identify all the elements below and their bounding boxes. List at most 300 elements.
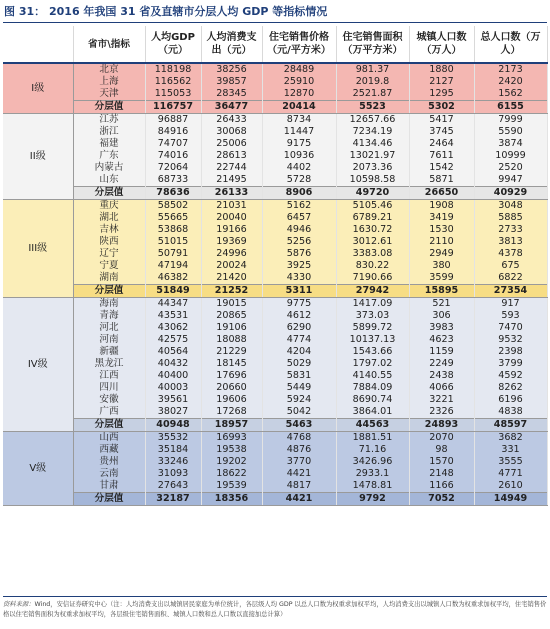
table-row [3, 224, 547, 236]
value-cell: 4623 [409, 334, 474, 346]
value-cell: 19539 [201, 480, 262, 493]
value-cell: 5256 [262, 236, 336, 248]
value-cell: 19166 [201, 224, 262, 236]
value-cell: 4140.55 [336, 370, 409, 382]
summary-value: 32187 [145, 493, 201, 506]
gdp-tier-table [3, 26, 548, 506]
value-cell: 7470 [474, 322, 547, 334]
value-cell: 2521.87 [336, 88, 409, 101]
table-row [3, 174, 547, 187]
value-cell: 4592 [474, 370, 547, 382]
province-cell: 湖北 [73, 212, 145, 224]
value-cell: 1417.09 [336, 298, 409, 311]
table-row [3, 334, 547, 346]
table-row [3, 444, 547, 456]
value-cell: 17696 [201, 370, 262, 382]
table-row [3, 370, 547, 382]
value-cell: 26433 [201, 114, 262, 127]
value-cell: 1630.72 [336, 224, 409, 236]
summary-value: 6155 [474, 101, 547, 114]
value-cell: 2070 [409, 432, 474, 445]
value-cell: 21229 [201, 346, 262, 358]
summary-value: 21252 [201, 285, 262, 298]
value-cell: 20865 [201, 310, 262, 322]
value-cell: 1562 [474, 88, 547, 101]
table-row [3, 456, 547, 468]
table-row [3, 248, 547, 260]
value-cell: 84916 [145, 126, 201, 138]
tier-label-text: III级 [28, 242, 48, 254]
value-cell: 74707 [145, 138, 201, 150]
province-cell: 陕西 [73, 236, 145, 248]
province-cell: 浙江 [73, 126, 145, 138]
value-cell: 3426.96 [336, 456, 409, 468]
value-cell: 2249 [409, 358, 474, 370]
value-cell: 4946 [262, 224, 336, 236]
value-cell: 830.22 [336, 260, 409, 272]
title-rule [3, 22, 547, 23]
value-cell: 3864.01 [336, 406, 409, 419]
table-row [3, 63, 547, 76]
value-cell: 4204 [262, 346, 336, 358]
value-cell: 47194 [145, 260, 201, 272]
value-cell: 43531 [145, 310, 201, 322]
value-cell: 3770 [262, 456, 336, 468]
value-cell: 593 [474, 310, 547, 322]
table-row [3, 200, 547, 213]
value-cell: 44347 [145, 298, 201, 311]
value-cell: 3983 [409, 322, 474, 334]
value-cell: 1159 [409, 346, 474, 358]
value-cell: 24996 [201, 248, 262, 260]
summary-value: 14949 [474, 493, 547, 506]
table-row [3, 322, 547, 334]
header-cell: 城镇人口数（万人） [409, 26, 474, 63]
value-cell: 10598.58 [336, 174, 409, 187]
tier-label-text: IV级 [27, 358, 48, 370]
header-cell: 总人口数（万人） [474, 26, 547, 63]
province-cell: 天津 [73, 88, 145, 101]
province-cell: 云南 [73, 468, 145, 480]
value-cell: 8734 [262, 114, 336, 127]
value-cell: 118198 [145, 63, 201, 76]
summary-value: 5463 [262, 419, 336, 432]
value-cell: 981.37 [336, 63, 409, 76]
table-row [3, 76, 547, 88]
value-cell: 9175 [262, 138, 336, 150]
value-cell: 39857 [201, 76, 262, 88]
value-cell: 9775 [262, 298, 336, 311]
value-cell: 1166 [409, 480, 474, 493]
footnote [3, 596, 547, 620]
value-cell: 28489 [262, 63, 336, 76]
tier-label [3, 298, 73, 432]
summary-value: 5311 [262, 285, 336, 298]
value-cell: 5042 [262, 406, 336, 419]
value-cell: 3799 [474, 358, 547, 370]
value-cell: 1543.66 [336, 346, 409, 358]
value-cell: 12870 [262, 88, 336, 101]
value-cell: 6457 [262, 212, 336, 224]
summary-value: 18356 [201, 493, 262, 506]
value-cell: 19015 [201, 298, 262, 311]
value-cell: 42575 [145, 334, 201, 346]
summary-label: 分层值 [73, 101, 145, 114]
value-cell: 2420 [474, 76, 547, 88]
value-cell: 3012.61 [336, 236, 409, 248]
value-cell: 5029 [262, 358, 336, 370]
value-cell: 7190.66 [336, 272, 409, 285]
value-cell: 10137.13 [336, 334, 409, 346]
value-cell: 4771 [474, 468, 547, 480]
table-row [3, 358, 547, 370]
value-cell: 8690.74 [336, 394, 409, 406]
province-cell: 贵州 [73, 456, 145, 468]
value-cell: 1881.51 [336, 432, 409, 445]
header-row [3, 26, 547, 63]
value-cell: 1570 [409, 456, 474, 468]
value-cell: 28613 [201, 150, 262, 162]
province-cell: 海南 [73, 298, 145, 311]
value-cell: 5728 [262, 174, 336, 187]
summary-value: 49720 [336, 187, 409, 200]
value-cell: 27643 [145, 480, 201, 493]
value-cell: 6789.21 [336, 212, 409, 224]
source-label: 资料来源： [3, 601, 35, 608]
value-cell: 3813 [474, 236, 547, 248]
value-cell: 4134.46 [336, 138, 409, 150]
value-cell: 5924 [262, 394, 336, 406]
summary-value: 27354 [474, 285, 547, 298]
summary-value: 18957 [201, 419, 262, 432]
value-cell: 3874 [474, 138, 547, 150]
value-cell: 4774 [262, 334, 336, 346]
province-cell: 甘肃 [73, 480, 145, 493]
value-cell: 3682 [474, 432, 547, 445]
value-cell: 2733 [474, 224, 547, 236]
value-cell: 58502 [145, 200, 201, 213]
value-cell: 35532 [145, 432, 201, 445]
province-cell: 北京 [73, 63, 145, 76]
value-cell: 5876 [262, 248, 336, 260]
value-cell: 40003 [145, 382, 201, 394]
province-cell: 重庆 [73, 200, 145, 213]
value-cell: 4838 [474, 406, 547, 419]
tier-label [3, 200, 73, 298]
value-cell: 19538 [201, 444, 262, 456]
summary-value: 4421 [262, 493, 336, 506]
value-cell: 21031 [201, 200, 262, 213]
tier-label-text: II级 [29, 150, 46, 162]
summary-value: 5523 [336, 101, 409, 114]
value-cell: 40432 [145, 358, 201, 370]
value-cell: 33246 [145, 456, 201, 468]
value-cell: 21420 [201, 272, 262, 285]
table-row [3, 468, 547, 480]
value-cell: 1797.02 [336, 358, 409, 370]
summary-value: 20414 [262, 101, 336, 114]
province-cell: 江苏 [73, 114, 145, 127]
value-cell: 2127 [409, 76, 474, 88]
summary-value: 9792 [336, 493, 409, 506]
table-row [3, 382, 547, 394]
value-cell: 18088 [201, 334, 262, 346]
header-cell: 人均消费支出（元） [201, 26, 262, 63]
value-cell: 115053 [145, 88, 201, 101]
value-cell: 25910 [262, 76, 336, 88]
province-cell: 四川 [73, 382, 145, 394]
value-cell: 20040 [201, 212, 262, 224]
tier-label-text: I级 [31, 82, 45, 94]
value-cell: 71.16 [336, 444, 409, 456]
table-row [3, 88, 547, 101]
value-cell: 675 [474, 260, 547, 272]
value-cell: 7884.09 [336, 382, 409, 394]
header-cell: 住宅销售面积（万平方米） [336, 26, 409, 63]
province-cell: 河北 [73, 322, 145, 334]
province-cell: 西藏 [73, 444, 145, 456]
summary-value: 36477 [201, 101, 262, 114]
table-row [3, 394, 547, 406]
summary-value: 44563 [336, 419, 409, 432]
value-cell: 31093 [145, 468, 201, 480]
header-cell: 住宅销售价格（元/平方米） [262, 26, 336, 63]
value-cell: 5162 [262, 200, 336, 213]
figure-title [4, 3, 327, 21]
province-cell: 吉林 [73, 224, 145, 236]
summary-label: 分层值 [73, 187, 145, 200]
value-cell: 19202 [201, 456, 262, 468]
value-cell: 17268 [201, 406, 262, 419]
value-cell: 5871 [409, 174, 474, 187]
summary-label: 分层值 [73, 493, 145, 506]
table-row [3, 236, 547, 248]
value-cell: 3419 [409, 212, 474, 224]
table-row [3, 406, 547, 419]
value-cell: 2019.8 [336, 76, 409, 88]
value-cell: 4330 [262, 272, 336, 285]
value-cell: 68733 [145, 174, 201, 187]
province-cell: 宁夏 [73, 260, 145, 272]
table-row [3, 212, 547, 224]
value-cell: 1530 [409, 224, 474, 236]
value-cell: 19106 [201, 322, 262, 334]
value-cell: 38027 [145, 406, 201, 419]
value-cell: 19369 [201, 236, 262, 248]
value-cell: 4612 [262, 310, 336, 322]
table-row [3, 432, 547, 445]
value-cell: 13021.97 [336, 150, 409, 162]
summary-value: 40948 [145, 419, 201, 432]
summary-value: 26133 [201, 187, 262, 200]
value-cell: 74016 [145, 150, 201, 162]
value-cell: 373.03 [336, 310, 409, 322]
value-cell: 6822 [474, 272, 547, 285]
value-cell: 11447 [262, 126, 336, 138]
value-cell: 3383.08 [336, 248, 409, 260]
summary-row [3, 101, 547, 114]
value-cell: 20024 [201, 260, 262, 272]
value-cell: 2398 [474, 346, 547, 358]
table-row [3, 114, 547, 127]
value-cell: 9532 [474, 334, 547, 346]
value-cell: 4066 [409, 382, 474, 394]
summary-value: 8906 [262, 187, 336, 200]
value-cell: 4402 [262, 162, 336, 174]
value-cell: 2520 [474, 162, 547, 174]
value-cell: 2110 [409, 236, 474, 248]
value-cell: 521 [409, 298, 474, 311]
value-cell: 2464 [409, 138, 474, 150]
value-cell: 9947 [474, 174, 547, 187]
value-cell: 12657.66 [336, 114, 409, 127]
value-cell: 5885 [474, 212, 547, 224]
value-cell: 16993 [201, 432, 262, 445]
value-cell: 50791 [145, 248, 201, 260]
figure-label: 图 31： [4, 5, 46, 18]
value-cell: 2933.1 [336, 468, 409, 480]
summary-value: 116757 [145, 101, 201, 114]
value-cell: 55665 [145, 212, 201, 224]
value-cell: 5449 [262, 382, 336, 394]
table-row [3, 138, 547, 150]
summary-value: 78636 [145, 187, 201, 200]
value-cell: 1880 [409, 63, 474, 76]
table-body [3, 63, 547, 506]
table-row [3, 310, 547, 322]
value-cell: 917 [474, 298, 547, 311]
value-cell: 98 [409, 444, 474, 456]
value-cell: 3599 [409, 272, 474, 285]
header-cell: 省市\指标 [73, 26, 145, 63]
value-cell: 331 [474, 444, 547, 456]
tier-label [3, 63, 73, 114]
value-cell: 38256 [201, 63, 262, 76]
value-cell: 4768 [262, 432, 336, 445]
value-cell: 3745 [409, 126, 474, 138]
value-cell: 7999 [474, 114, 547, 127]
source-text: Wind，安信证券研究中心（注：人均消费支出以城镇居民家庭为单位统计，各层级人均 GDP 以总人口数为权重求加权平均，人均消费支出以城镇人口数为权重求加权平均，住宅销售价格以住宅销售面积为权重求加权平均，各层级住宅销售面积、城镇人口数和总人口数以直接加总计算） [3, 601, 547, 618]
tier-label-text: V级 [29, 462, 47, 474]
value-cell: 35184 [145, 444, 201, 456]
table-row [3, 272, 547, 285]
value-cell: 19606 [201, 394, 262, 406]
value-cell: 5105.46 [336, 200, 409, 213]
value-cell: 116562 [145, 76, 201, 88]
value-cell: 40564 [145, 346, 201, 358]
value-cell: 72064 [145, 162, 201, 174]
value-cell: 1908 [409, 200, 474, 213]
value-cell: 2949 [409, 248, 474, 260]
value-cell: 3555 [474, 456, 547, 468]
province-cell: 新疆 [73, 346, 145, 358]
province-cell: 黑龙江 [73, 358, 145, 370]
summary-value: 27942 [336, 285, 409, 298]
table-row [3, 260, 547, 272]
value-cell: 21495 [201, 174, 262, 187]
province-cell: 福建 [73, 138, 145, 150]
value-cell: 6290 [262, 322, 336, 334]
value-cell: 40400 [145, 370, 201, 382]
value-cell: 46382 [145, 272, 201, 285]
value-cell: 3048 [474, 200, 547, 213]
province-cell: 河南 [73, 334, 145, 346]
summary-value: 26650 [409, 187, 474, 200]
table-row [3, 162, 547, 174]
summary-value: 48597 [474, 419, 547, 432]
value-cell: 5417 [409, 114, 474, 127]
summary-row [3, 285, 547, 298]
province-cell: 青海 [73, 310, 145, 322]
summary-row [3, 493, 547, 506]
value-cell: 18622 [201, 468, 262, 480]
value-cell: 5590 [474, 126, 547, 138]
value-cell: 1478.81 [336, 480, 409, 493]
province-cell: 安徽 [73, 394, 145, 406]
province-cell: 内蒙古 [73, 162, 145, 174]
value-cell: 20660 [201, 382, 262, 394]
value-cell: 2073.36 [336, 162, 409, 174]
province-cell: 辽宁 [73, 248, 145, 260]
table-row [3, 298, 547, 311]
value-cell: 6196 [474, 394, 547, 406]
summary-label: 分层值 [73, 285, 145, 298]
value-cell: 53868 [145, 224, 201, 236]
value-cell: 10936 [262, 150, 336, 162]
value-cell: 306 [409, 310, 474, 322]
value-cell: 8262 [474, 382, 547, 394]
summary-row [3, 187, 547, 200]
value-cell: 22744 [201, 162, 262, 174]
value-cell: 4817 [262, 480, 336, 493]
province-cell: 广西 [73, 406, 145, 419]
table-row [3, 480, 547, 493]
summary-value: 15895 [409, 285, 474, 298]
tier-header-blank [3, 26, 73, 63]
value-cell: 3925 [262, 260, 336, 272]
province-cell: 山西 [73, 432, 145, 445]
province-cell: 江西 [73, 370, 145, 382]
value-cell: 96887 [145, 114, 201, 127]
summary-value: 40929 [474, 187, 547, 200]
value-cell: 5831 [262, 370, 336, 382]
summary-row [3, 419, 547, 432]
value-cell: 2173 [474, 63, 547, 76]
value-cell: 25006 [201, 138, 262, 150]
value-cell: 43062 [145, 322, 201, 334]
value-cell: 4876 [262, 444, 336, 456]
value-cell: 380 [409, 260, 474, 272]
value-cell: 7234.19 [336, 126, 409, 138]
value-cell: 51015 [145, 236, 201, 248]
table-row [3, 346, 547, 358]
tier-label [3, 114, 73, 200]
header-cell: 人均GDP（元） [145, 26, 201, 63]
summary-value: 24893 [409, 419, 474, 432]
value-cell: 1542 [409, 162, 474, 174]
value-cell: 10999 [474, 150, 547, 162]
value-cell: 2438 [409, 370, 474, 382]
province-cell: 湖南 [73, 272, 145, 285]
value-cell: 28345 [201, 88, 262, 101]
table-row [3, 126, 547, 138]
value-cell: 30068 [201, 126, 262, 138]
value-cell: 18145 [201, 358, 262, 370]
summary-value: 51849 [145, 285, 201, 298]
value-cell: 4421 [262, 468, 336, 480]
value-cell: 2148 [409, 468, 474, 480]
value-cell: 1295 [409, 88, 474, 101]
